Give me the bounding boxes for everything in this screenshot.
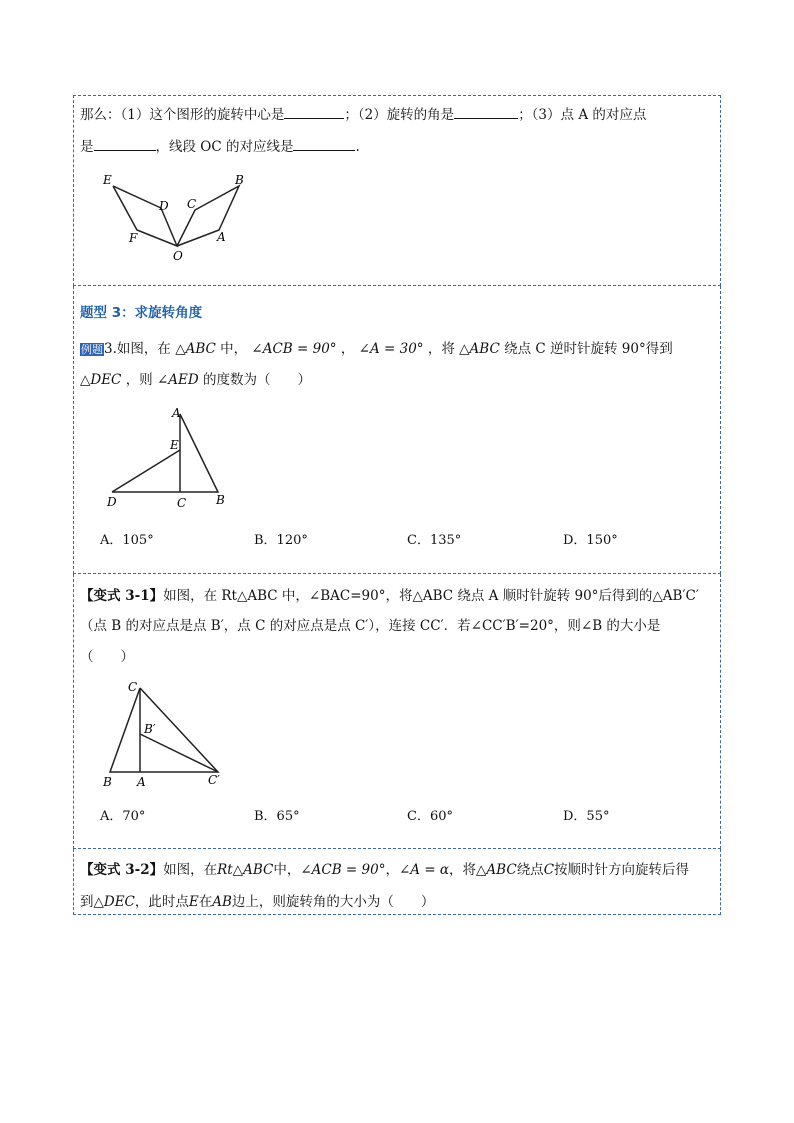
q-top-line2 <box>80 135 360 155</box>
option-d[interactable]: D．55° <box>563 809 610 824</box>
variant31-text: 如图，在 Rt△ABC 中，∠BAC=90°，将△ABC 绕点 A 顺时针旋转 90°后得到的△AB′C′ <box>163 588 699 604</box>
math-expr: ∠ACB = 90° <box>251 341 337 357</box>
example3-line1 <box>80 337 673 357</box>
label-D: D <box>107 495 117 509</box>
variant-tag: 【变式 3-1】 <box>80 588 164 604</box>
label-B: B <box>103 775 112 789</box>
answer-blank <box>284 104 344 119</box>
label-C: C <box>187 197 197 211</box>
variant32-line1 <box>80 858 689 878</box>
math-expr: △ABC <box>175 341 216 357</box>
variant32-text: 在 <box>198 894 213 910</box>
label-O: O <box>173 249 183 263</box>
option-a[interactable]: A．105° <box>100 533 154 548</box>
label-F: F <box>129 231 138 245</box>
math-expr: E <box>188 894 199 910</box>
option-b[interactable]: B．65° <box>254 809 300 824</box>
variant31-line3: （ ） <box>80 649 134 665</box>
label-A: A <box>137 775 146 789</box>
rotation-figure-example3 <box>100 402 240 512</box>
label-D: D <box>159 199 169 213</box>
math-expr: ∠A = α <box>398 862 450 878</box>
q-top-text: ；（3）点 A 的对应点 <box>518 107 647 123</box>
example3-text: 中， <box>220 341 248 357</box>
example3-text: ， <box>340 341 355 357</box>
example-tag: 例题 <box>81 343 103 356</box>
variant32-text: 到 <box>80 894 94 910</box>
variant32-text: 边上，则旋转角的大小为（ ） <box>231 894 435 910</box>
option-c[interactable]: C．135° <box>407 533 462 548</box>
example3-text: 绕点 C 逆时针旋转 90°得到 <box>504 341 673 357</box>
q-top-text: . <box>355 139 360 155</box>
label-E: E <box>170 438 179 452</box>
variant32-text: 如图，在 <box>163 862 218 878</box>
answer-blank <box>454 104 518 119</box>
label-E: E <box>103 173 112 187</box>
example3-text: ，则 <box>125 372 153 388</box>
example3-text: 的度数为（ ） <box>203 372 312 388</box>
math-expr: AB <box>212 894 232 910</box>
q-top-text: 是 <box>80 139 94 155</box>
math-expr: △ABC <box>459 341 500 357</box>
rotation-figure-top <box>95 168 265 268</box>
answer-blank <box>94 136 156 151</box>
example3-text: 3.如图，在 <box>104 341 171 357</box>
label-C: C <box>177 496 187 510</box>
variant32-text: 中， <box>273 862 301 878</box>
q-top-text: ；（2）旋转的角是 <box>344 107 455 123</box>
label-A: A <box>172 406 181 420</box>
label-C: C <box>128 680 138 694</box>
variant32-text: 按顺时针方向旋转后得 <box>554 862 690 878</box>
variant32-line2 <box>80 890 434 910</box>
math-expr: C <box>543 862 555 878</box>
label-C-prime: C′ <box>208 773 220 787</box>
math-expr: ∠AED <box>156 372 199 388</box>
variant31-line1 <box>80 584 699 604</box>
label-B: B <box>216 493 225 507</box>
label-B: B <box>235 173 244 187</box>
option-d[interactable]: D．150° <box>563 533 618 548</box>
math-expr: ∠ACB = 90° <box>300 862 386 878</box>
math-expr: ∠A = 30° <box>358 341 424 357</box>
math-expr: △DEC <box>80 372 122 388</box>
example3-text: ，将 <box>427 341 455 357</box>
variant31-line2: （点 B 的对应点是点 B′，点 C 的对应点是点 C′），连接 CC′．若∠CC′B′=20°，则∠B 的大小是 <box>80 618 661 634</box>
option-c[interactable]: C．60° <box>407 809 453 824</box>
math-expr: △DEC <box>93 894 135 910</box>
q-top-line1 <box>80 103 646 123</box>
variant-tag: 【变式 3-2】 <box>80 862 164 878</box>
label-A: A <box>217 230 226 244</box>
q-top-text: ，线段 OC 的对应线是 <box>155 139 294 155</box>
example3-line2 <box>80 368 311 388</box>
answer-blank <box>293 136 355 151</box>
rotation-figure-variant31 <box>98 676 238 794</box>
section-title: 题型 3：求旋转角度 <box>80 305 203 321</box>
option-b[interactable]: B．120° <box>254 533 308 548</box>
math-expr: Rt△ABC <box>217 862 274 878</box>
label-B-prime: B′ <box>144 722 156 736</box>
option-a[interactable]: A．70° <box>100 809 146 824</box>
variant32-text: 绕点 <box>516 862 544 878</box>
variant32-text: ， <box>385 862 399 878</box>
variant32-text: ，此时点 <box>134 894 189 910</box>
variant32-text: ，将 <box>449 862 477 878</box>
q-top-text: 那么：（1）这个图形的旋转中心是 <box>80 107 285 123</box>
math-expr: △ABC <box>476 862 517 878</box>
